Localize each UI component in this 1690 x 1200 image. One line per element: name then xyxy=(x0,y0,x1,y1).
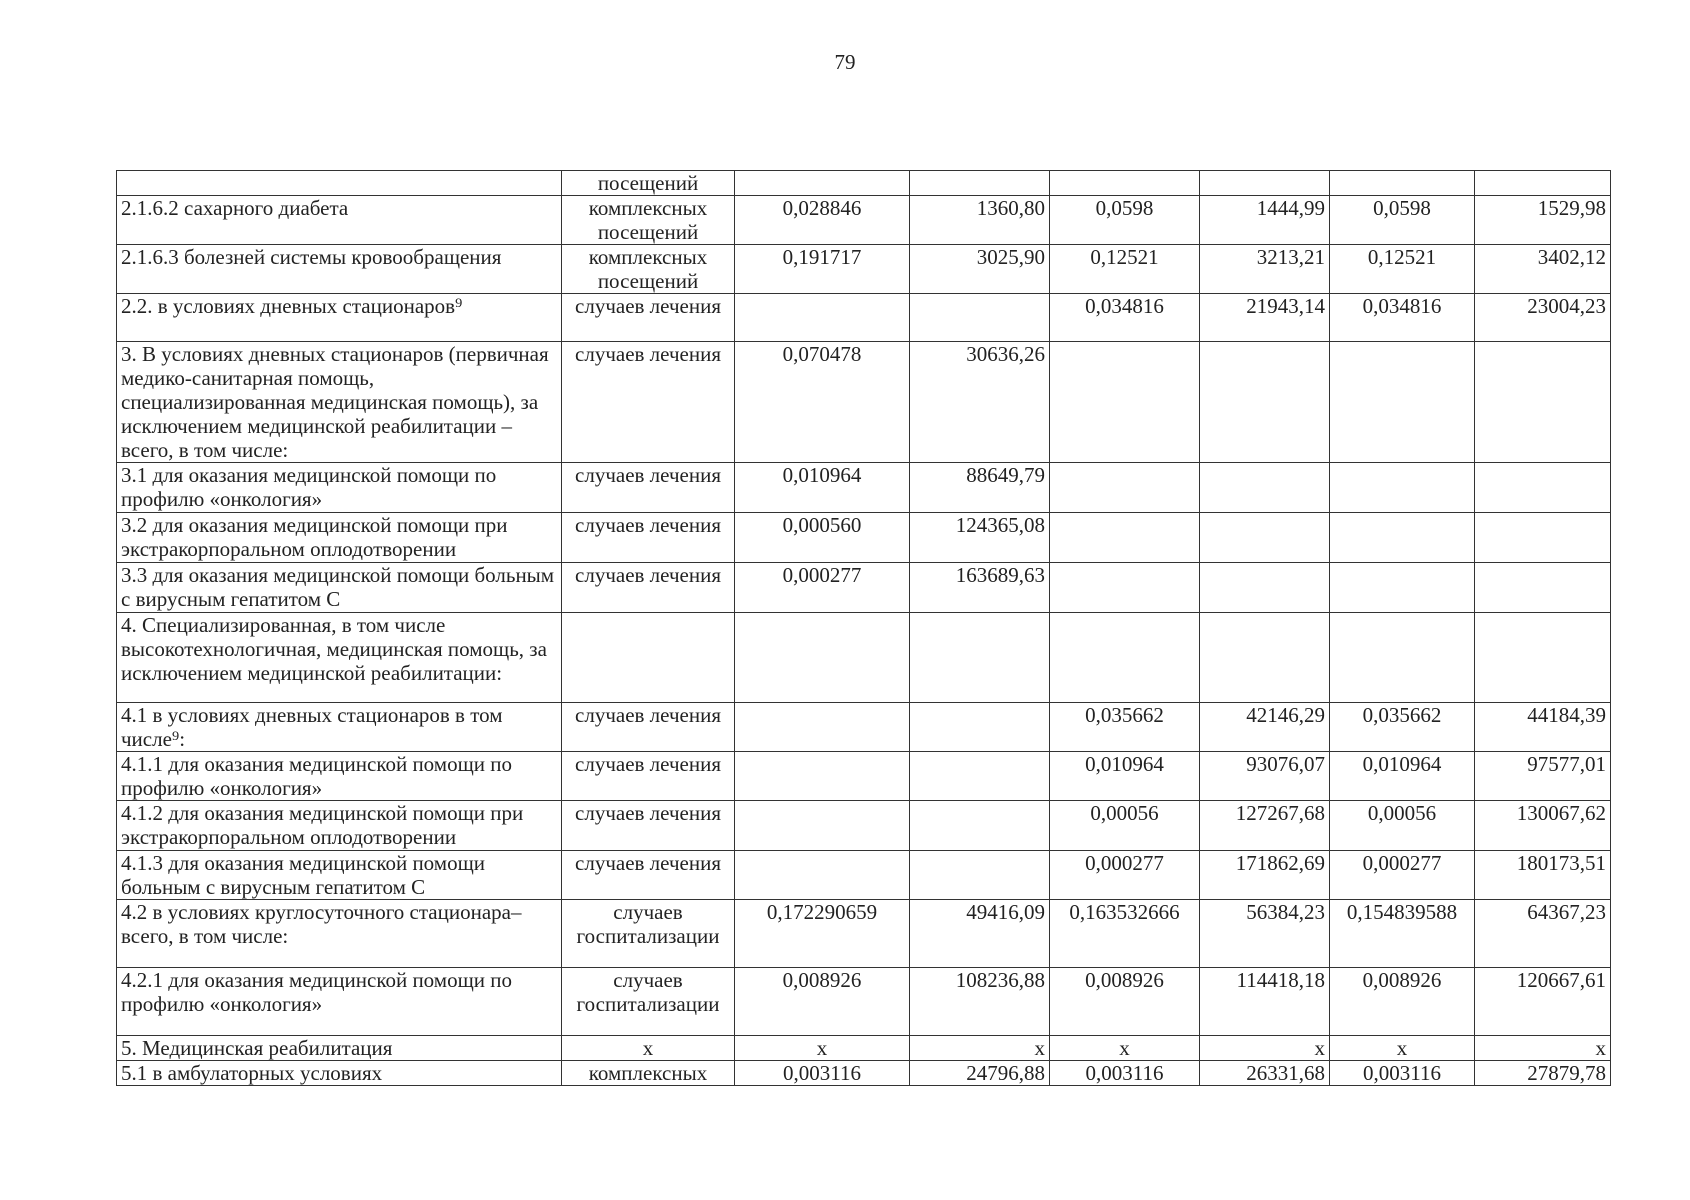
cost-norm-cell: 64367,23 xyxy=(1475,900,1611,968)
volume-norm-cell xyxy=(735,171,910,196)
cost-norm-cell xyxy=(1475,513,1611,563)
cost-norm-cell: 88649,79 xyxy=(910,463,1050,513)
cost-norm-cell: 120667,61 xyxy=(1475,968,1611,1036)
volume-norm-cell xyxy=(1330,613,1475,703)
cost-norm-cell: 93076,07 xyxy=(1200,752,1330,801)
cost-norm-cell: 3213,21 xyxy=(1200,245,1330,294)
volume-norm-cell: х xyxy=(1330,1036,1475,1061)
cost-norm-cell xyxy=(1475,613,1611,703)
volume-norm-cell: 0,191717 xyxy=(735,245,910,294)
unit-cell: случаев лечения xyxy=(562,703,735,752)
volume-norm-cell xyxy=(1330,342,1475,463)
volume-norm-cell xyxy=(1050,513,1200,563)
row-label: 2.1.6.3 болезней системы кровообращения xyxy=(117,245,562,294)
row-label: 4.2 в условиях круглосуточного стационара– всего, в том числе: xyxy=(117,900,562,968)
row-label: 4.1 в условиях дневных стационаров в том числе⁹: xyxy=(117,703,562,752)
cost-norm-cell xyxy=(1200,613,1330,703)
volume-norm-cell: 0,00056 xyxy=(1050,801,1200,851)
volume-norm-cell xyxy=(1050,463,1200,513)
volume-norm-cell: 0,035662 xyxy=(1050,703,1200,752)
volume-norm-cell: 0,163532666 xyxy=(1050,900,1200,968)
cost-norm-cell: 30636,26 xyxy=(910,342,1050,463)
volume-norm-cell xyxy=(735,613,910,703)
row-label: 4.1.3 для оказания медицинской помощи больным с вирусным гепатитом С xyxy=(117,851,562,900)
cost-norm-cell: 1529,98 xyxy=(1475,196,1611,245)
volume-norm-cell xyxy=(1330,563,1475,613)
volume-norm-cell xyxy=(1330,463,1475,513)
cost-norm-cell xyxy=(910,801,1050,851)
standards-table xyxy=(116,170,1611,1086)
cost-norm-cell xyxy=(1200,342,1330,463)
volume-norm-cell xyxy=(1330,513,1475,563)
volume-norm-cell xyxy=(735,752,910,801)
cost-norm-cell xyxy=(1200,171,1330,196)
unit-cell xyxy=(562,613,735,703)
cost-norm-cell: 3025,90 xyxy=(910,245,1050,294)
cost-norm-cell: 27879,78 xyxy=(1475,1061,1611,1086)
cost-norm-cell: 24796,88 xyxy=(910,1061,1050,1086)
volume-norm-cell xyxy=(1050,171,1200,196)
cost-norm-cell: 56384,23 xyxy=(1200,900,1330,968)
volume-norm-cell: 0,028846 xyxy=(735,196,910,245)
volume-norm-cell xyxy=(1050,613,1200,703)
volume-norm-cell xyxy=(1050,342,1200,463)
cost-norm-cell: 124365,08 xyxy=(910,513,1050,563)
row-label: 3.2 для оказания медицинской помощи при экстракорпоральном оплодотворении xyxy=(117,513,562,563)
cost-norm-cell xyxy=(1475,563,1611,613)
cost-norm-cell: 114418,18 xyxy=(1200,968,1330,1036)
cost-norm-cell xyxy=(1200,513,1330,563)
cost-norm-cell xyxy=(910,171,1050,196)
volume-norm-cell: 0,010964 xyxy=(1050,752,1200,801)
unit-cell: случаев лечения xyxy=(562,294,735,342)
unit-cell: комплексных xyxy=(562,1061,735,1086)
table-row xyxy=(117,513,1611,563)
unit-cell: посещений xyxy=(562,171,735,196)
cost-norm-cell: х xyxy=(910,1036,1050,1061)
unit-cell: случаев лечения xyxy=(562,851,735,900)
table-row xyxy=(117,196,1611,245)
unit-cell: х xyxy=(562,1036,735,1061)
row-label: 4.1.2 для оказания медицинской помощи при экстракорпоральном оплодотворении xyxy=(117,801,562,851)
table-body xyxy=(117,171,1611,1086)
unit-cell: случаев лечения xyxy=(562,463,735,513)
volume-norm-cell: 0,008926 xyxy=(1330,968,1475,1036)
volume-norm-cell xyxy=(1050,563,1200,613)
volume-norm-cell: х xyxy=(1050,1036,1200,1061)
table-row xyxy=(117,171,1611,196)
volume-norm-cell: х xyxy=(735,1036,910,1061)
cost-norm-cell xyxy=(910,613,1050,703)
cost-norm-cell xyxy=(910,703,1050,752)
volume-norm-cell xyxy=(735,703,910,752)
volume-norm-cell xyxy=(735,294,910,342)
cost-norm-cell xyxy=(910,294,1050,342)
row-label: 3.3 для оказания медицинской помощи больным с вирусным гепатитом С xyxy=(117,563,562,613)
unit-cell: комплексных посещений xyxy=(562,196,735,245)
volume-norm-cell: 0,003116 xyxy=(735,1061,910,1086)
volume-norm-cell: 0,034816 xyxy=(1330,294,1475,342)
cost-norm-cell: 49416,09 xyxy=(910,900,1050,968)
table-row xyxy=(117,900,1611,968)
volume-norm-cell xyxy=(735,851,910,900)
volume-norm-cell: 0,070478 xyxy=(735,342,910,463)
table-row xyxy=(117,245,1611,294)
volume-norm-cell: 0,000560 xyxy=(735,513,910,563)
table-row xyxy=(117,801,1611,851)
cost-norm-cell: 1360,80 xyxy=(910,196,1050,245)
unit-cell: случаев лечения xyxy=(562,752,735,801)
table-row xyxy=(117,851,1611,900)
volume-norm-cell xyxy=(1330,171,1475,196)
unit-cell: случаев лечения xyxy=(562,513,735,563)
unit-cell: случаев госпитализации xyxy=(562,968,735,1036)
row-label: 3.1 для оказания медицинской помощи по профилю «онкология» xyxy=(117,463,562,513)
row-label: 2.1.6.2 сахарного диабета xyxy=(117,196,562,245)
cost-norm-cell xyxy=(1475,342,1611,463)
cost-norm-cell: 21943,14 xyxy=(1200,294,1330,342)
cost-norm-cell xyxy=(1200,463,1330,513)
unit-cell: случаев лечения xyxy=(562,563,735,613)
cost-norm-cell: 171862,69 xyxy=(1200,851,1330,900)
volume-norm-cell: 0,003116 xyxy=(1330,1061,1475,1086)
unit-cell: случаев лечения xyxy=(562,801,735,851)
volume-norm-cell: 0,12521 xyxy=(1330,245,1475,294)
unit-cell: случаев госпитализации xyxy=(562,900,735,968)
table-row xyxy=(117,342,1611,463)
cost-norm-cell xyxy=(1475,463,1611,513)
cost-norm-cell: х xyxy=(1475,1036,1611,1061)
volume-norm-cell: 0,0598 xyxy=(1330,196,1475,245)
cost-norm-cell: 26331,68 xyxy=(1200,1061,1330,1086)
table-row xyxy=(117,703,1611,752)
volume-norm-cell: 0,010964 xyxy=(735,463,910,513)
table-row xyxy=(117,1036,1611,1061)
cost-norm-cell: 23004,23 xyxy=(1475,294,1611,342)
row-label: 4.2.1 для оказания медицинской помощи по профилю «онкология» xyxy=(117,968,562,1036)
volume-norm-cell: 0,003116 xyxy=(1050,1061,1200,1086)
cost-norm-cell: 42146,29 xyxy=(1200,703,1330,752)
cost-norm-cell: 3402,12 xyxy=(1475,245,1611,294)
volume-norm-cell: 0,008926 xyxy=(1050,968,1200,1036)
cost-norm-cell: х xyxy=(1200,1036,1330,1061)
unit-cell: случаев лечения xyxy=(562,342,735,463)
cost-norm-cell: 180173,51 xyxy=(1475,851,1611,900)
row-label: 2.2. в условиях дневных стационаров⁹ xyxy=(117,294,562,342)
volume-norm-cell: 0,010964 xyxy=(1330,752,1475,801)
unit-cell: комплексных посещений xyxy=(562,245,735,294)
volume-norm-cell: 0,00056 xyxy=(1330,801,1475,851)
volume-norm-cell: 0,000277 xyxy=(1330,851,1475,900)
volume-norm-cell: 0,172290659 xyxy=(735,900,910,968)
cost-norm-cell: 130067,62 xyxy=(1475,801,1611,851)
row-label: 5.1 в амбулаторных условиях xyxy=(117,1061,562,1086)
volume-norm-cell: 0,0598 xyxy=(1050,196,1200,245)
table-row xyxy=(117,613,1611,703)
volume-norm-cell: 0,034816 xyxy=(1050,294,1200,342)
table-row xyxy=(117,294,1611,342)
table-row xyxy=(117,563,1611,613)
volume-norm-cell: 0,035662 xyxy=(1330,703,1475,752)
cost-norm-cell xyxy=(910,752,1050,801)
cost-norm-cell: 1444,99 xyxy=(1200,196,1330,245)
table-row xyxy=(117,968,1611,1036)
table-row xyxy=(117,463,1611,513)
cost-norm-cell xyxy=(910,851,1050,900)
volume-norm-cell: 0,12521 xyxy=(1050,245,1200,294)
volume-norm-cell: 0,000277 xyxy=(735,563,910,613)
row-label: 4. Специализированная, в том числе высокотехнологичная, медицинская помощь, за исключением медицинской реабилитации: xyxy=(117,613,562,703)
row-label: 5. Медицинская реабилитация xyxy=(117,1036,562,1061)
cost-norm-cell: 108236,88 xyxy=(910,968,1050,1036)
volume-norm-cell: 0,008926 xyxy=(735,968,910,1036)
cost-norm-cell: 163689,63 xyxy=(910,563,1050,613)
cost-norm-cell xyxy=(1475,171,1611,196)
page-number: 79 xyxy=(834,50,856,74)
cost-norm-cell xyxy=(1200,563,1330,613)
volume-norm-cell xyxy=(735,801,910,851)
volume-norm-cell: 0,000277 xyxy=(1050,851,1200,900)
row-label: 3. В условиях дневных стационаров (первичная медико-санитарная помощь, специализированная медицинская помощь), за исключением медицинской реабилитации – всего, в том числе: xyxy=(117,342,562,463)
volume-norm-cell: 0,154839588 xyxy=(1330,900,1475,968)
table-row xyxy=(117,1061,1611,1086)
cost-norm-cell: 127267,68 xyxy=(1200,801,1330,851)
row-label xyxy=(117,171,562,196)
cost-norm-cell: 44184,39 xyxy=(1475,703,1611,752)
cost-norm-cell: 97577,01 xyxy=(1475,752,1611,801)
table-row xyxy=(117,752,1611,801)
row-label: 4.1.1 для оказания медицинской помощи по профилю «онкология» xyxy=(117,752,562,801)
